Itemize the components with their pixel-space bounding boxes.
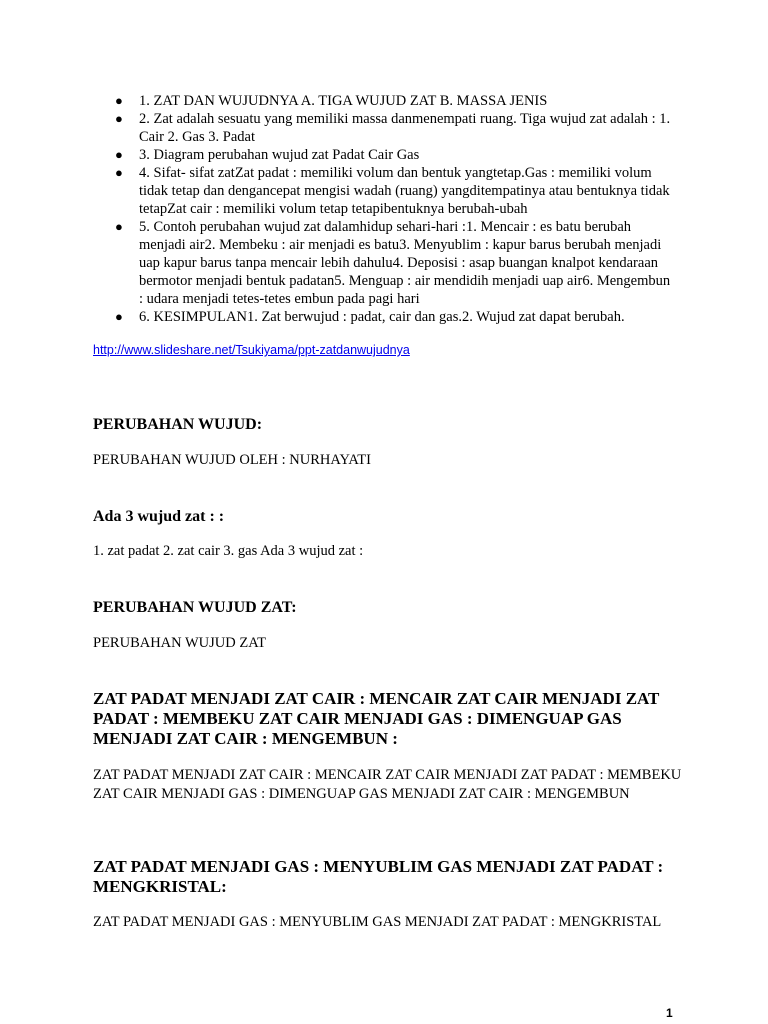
- section-heading-padat-cair: ZAT PADAT MENJADI ZAT CAIR : MENCAIR ZAT CAIR MENJADI ZAT PADAT : MEMBEKU ZAT CAIR MENJADI GAS : DIMENGUAP GAS MENJADI ZAT CAIR : MENGEMBUN :: [93, 689, 660, 748]
- list-item: [115, 308, 675, 326]
- bullet-icon: ●: [115, 147, 123, 162]
- list-item: [115, 218, 675, 308]
- section-heading-perubahan-wujud-zat: PERUBAHAN WUJUD ZAT:: [93, 599, 297, 616]
- list-item-text: 2. Zat adalah sesuatu yang memiliki massa danmenempati ruang. Tiga wujud zat adalah : 1. Cair 2. Gas 3. Padat: [139, 111, 671, 145]
- bullet-icon: ●: [115, 93, 123, 108]
- list-item: [115, 92, 675, 110]
- bullet-icon: ●: [115, 111, 123, 126]
- section-text-padat-cair: ZAT PADAT MENJADI ZAT CAIR : MENCAIR ZAT CAIR MENJADI ZAT PADAT : MEMBEKU ZAT CAIR MENJADI GAS : DIMENGUAP GAS MENJADI ZAT CAIR : MENGEMBUN: [93, 767, 682, 802]
- bullet-icon: ●: [115, 219, 123, 234]
- bullet-icon: ●: [115, 165, 123, 180]
- list-item-text: 4. Sifat- sifat zatZat padat : memiliki volum dan bentuk yangtetap.Gas : memiliki volum tidak tetap dan dengancepat mengisi wadah (ruang) yangditempatinya atau bentuknya tidak tetapZat cair : memiliki volum tetap tetapibentuknya berubah-ubah: [139, 165, 670, 217]
- list-item-text: 1. ZAT DAN WUJUDNYA A. TIGA WUJUD ZAT B. MASSA JENIS: [139, 93, 548, 109]
- list-item: [115, 164, 675, 218]
- section-text-padat-gas: ZAT PADAT MENJADI GAS : MENYUBLIM GAS MENJADI ZAT PADAT : MENGKRISTAL: [93, 914, 662, 930]
- page-number: 1: [666, 1006, 673, 1020]
- list-item-text: 3. Diagram perubahan wujud zat Padat Cair Gas: [139, 147, 420, 163]
- summary-bullet-list: [115, 92, 675, 326]
- bullet-icon: ●: [115, 309, 123, 324]
- section-text-perubahan-wujud-zat: PERUBAHAN WUJUD ZAT: [93, 635, 266, 651]
- list-item-text: 6. KESIMPULAN1. Zat berwujud : padat, cair dan gas.2. Wujud zat dapat berubah.: [139, 309, 625, 325]
- section-heading-padat-gas: ZAT PADAT MENJADI GAS : MENYUBLIM GAS MENJADI ZAT PADAT : MENGKRISTAL:: [93, 857, 664, 896]
- list-item-text: 5. Contoh perubahan wujud zat dalamhidup sehari-hari :1. Mencair : es batu berubah menjadi air2. Membeku : air menjadi es batu3. Menyublim : kapur barus berubah menjadi uap kapur barus tanpa mencair lebih dahulu4. Deposisi : asap buangan knalpot kendaraan bermotor menjadi bentuk padatan5. Menguap : air mendidih menjadi uap air6. Mengembun : udara menjadi tetes-tetes embun pada pagi hari: [139, 219, 671, 307]
- list-item: [115, 146, 675, 164]
- section-heading-ada-3-wujud: Ada 3 wujud zat : :: [93, 508, 225, 525]
- list-item: [115, 110, 675, 146]
- source-link[interactable]: http://www.slideshare.net/Tsukiyama/ppt-zatdanwujudnya: [93, 343, 410, 357]
- section-text-ada-3-wujud: 1. zat padat 2. zat cair 3. gas Ada 3 wujud zat :: [93, 543, 364, 559]
- section-text-perubahan-wujud: PERUBAHAN WUJUD OLEH : NURHAYATI: [93, 452, 371, 468]
- section-heading-perubahan-wujud: PERUBAHAN WUJUD:: [93, 416, 263, 433]
